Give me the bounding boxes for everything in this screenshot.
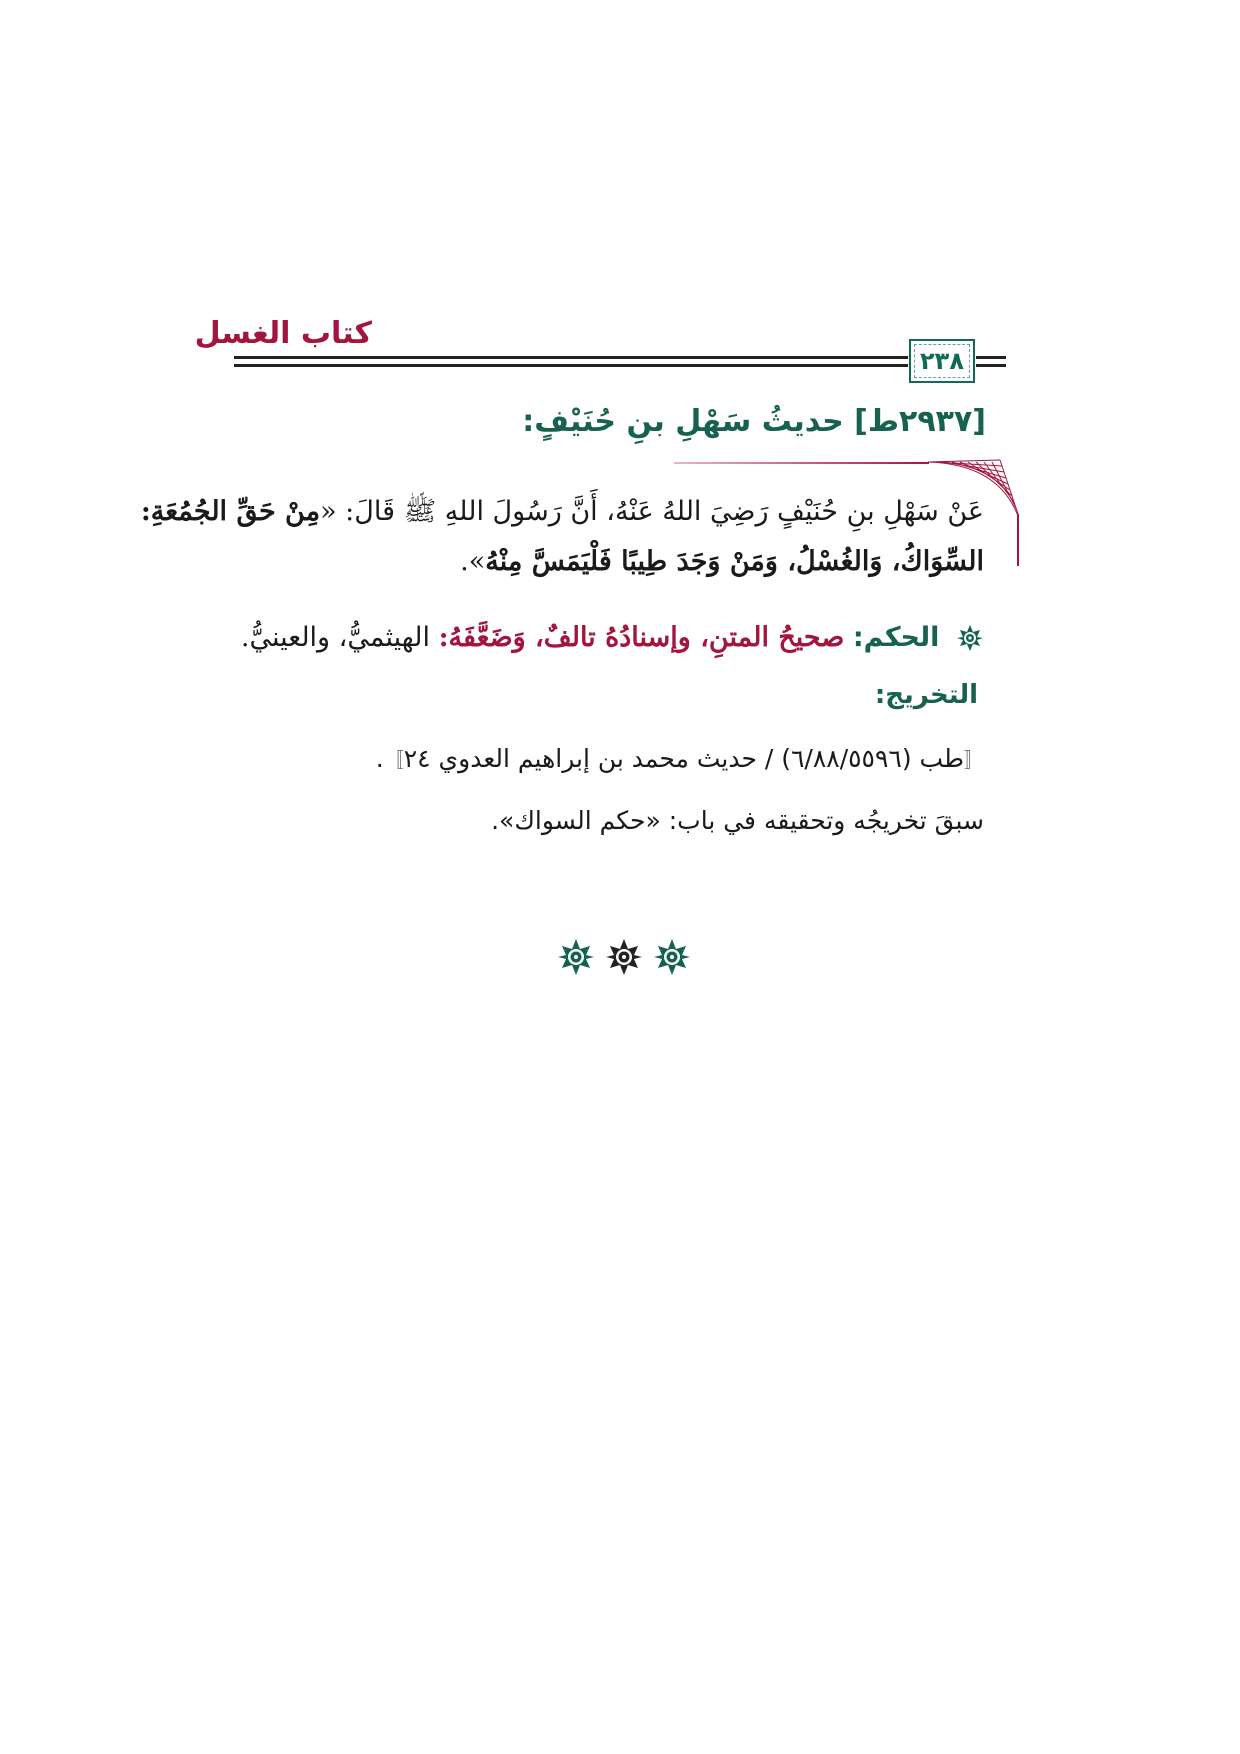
hukm-value: صحيحُ المتنِ، وإسنادُهُ تالفٌ، وَضَعَّفَهُ: bbox=[438, 622, 845, 653]
matn-line-2: السِّوَاكُ، وَالغُسْلُ، وَمَنْ وَجَدَ طِيبًا فَلْيَمَسَّ مِنْهُ bbox=[485, 546, 984, 577]
rosette-icon bbox=[653, 938, 691, 976]
header-rule-bottom bbox=[234, 364, 908, 367]
header-rule-right-bottom bbox=[976, 364, 1006, 367]
hadith-line-1 bbox=[141, 494, 984, 534]
rosette-icon bbox=[956, 624, 984, 652]
takhrij-label: التخريج: bbox=[874, 680, 978, 710]
takhrij-text: طب (٦/٨٨/٥٥٩٦) / حديث محمد بن إبراهيم العدوي ٢٤ bbox=[403, 744, 964, 773]
matn-close: ». bbox=[460, 546, 486, 577]
hadith-line-2 bbox=[460, 546, 984, 577]
hadith-heading: [٢٩٣٧ط] حديثُ سَهْلِ بنِ حُنَيْفٍ: bbox=[522, 404, 986, 439]
narrator-text: عَنْ سَهْلِ بنِ حُنَيْفٍ رَضِيَ اللهُ عَنْهُ، أَنَّ رَسُولَ اللهِ ﷺ قَالَ: « bbox=[320, 496, 984, 527]
hukm-label: الحكم: bbox=[852, 622, 940, 653]
matn-line-1: مِنْ حَقِّ الجُمُعَةِ: bbox=[140, 496, 321, 527]
hukm-rest: الهيثميُّ، والعينيُّ. bbox=[240, 622, 430, 653]
open-bracket-icon: 〚 bbox=[964, 748, 984, 772]
heading-rule bbox=[674, 462, 929, 464]
takhrij-note: سبقَ تخريجُه وتحقيقه في باب: «حكم السواك». bbox=[491, 806, 984, 835]
takhrij-line bbox=[376, 744, 984, 773]
header-rule-top bbox=[234, 356, 908, 359]
header-rule-right-top bbox=[976, 356, 1006, 359]
book-title: كتاب الغسل bbox=[194, 316, 372, 351]
page-number-badge bbox=[909, 339, 975, 383]
section-divider bbox=[557, 937, 691, 977]
hukm-line bbox=[241, 622, 984, 653]
rosette-icon bbox=[557, 938, 595, 976]
takhrij-end: . bbox=[375, 744, 384, 773]
close-bracket-icon: 〛 bbox=[383, 748, 404, 772]
page-number: ٢٣٨ bbox=[920, 347, 964, 375]
rosette-icon bbox=[605, 938, 643, 976]
